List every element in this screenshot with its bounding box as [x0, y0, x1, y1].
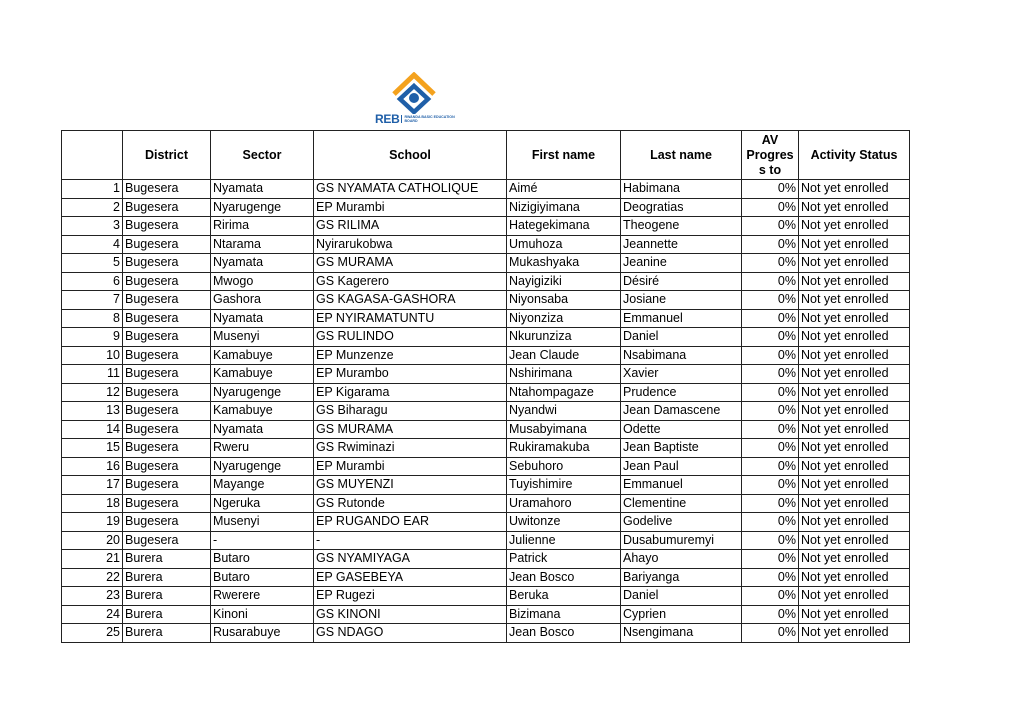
status-cell: Not yet enrolled	[799, 402, 910, 421]
table-row	[62, 291, 910, 310]
status-cell: Not yet enrolled	[799, 235, 910, 254]
status-cell: Not yet enrolled	[799, 568, 910, 587]
sector-cell: Musenyi	[211, 328, 314, 347]
progress-cell: 0%	[742, 494, 799, 513]
district-cell: Bugesera	[123, 494, 211, 513]
school-cell: GS Biharagu	[314, 402, 507, 421]
row-number: 20	[62, 531, 123, 550]
header-school: School	[314, 131, 507, 180]
status-cell: Not yet enrolled	[799, 328, 910, 347]
row-number: 22	[62, 568, 123, 587]
first-name-cell: Nkurunziza	[507, 328, 621, 347]
status-cell: Not yet enrolled	[799, 365, 910, 384]
school-cell: GS MUYENZI	[314, 476, 507, 495]
school-cell: EP RUGANDO EAR	[314, 513, 507, 532]
school-cell: GS RULINDO	[314, 328, 507, 347]
school-cell: EP GASEBEYA	[314, 568, 507, 587]
status-cell: Not yet enrolled	[799, 309, 910, 328]
first-name-cell: Jean Bosco	[507, 568, 621, 587]
school-cell: EP Rugezi	[314, 587, 507, 606]
school-cell: GS MURAMA	[314, 420, 507, 439]
sector-cell: Ngeruka	[211, 494, 314, 513]
district-cell: Burera	[123, 550, 211, 569]
sector-cell: Gashora	[211, 291, 314, 310]
school-cell: -	[314, 531, 507, 550]
district-cell: Bugesera	[123, 531, 211, 550]
district-cell: Bugesera	[123, 217, 211, 236]
row-number: 6	[62, 272, 123, 291]
district-cell: Bugesera	[123, 457, 211, 476]
row-number: 2	[62, 198, 123, 217]
row-number: 4	[62, 235, 123, 254]
first-name-cell: Jean Claude	[507, 346, 621, 365]
header-last-name: Last name	[621, 131, 742, 180]
status-cell: Not yet enrolled	[799, 180, 910, 199]
reb-emblem-icon	[388, 72, 440, 114]
header-district: District	[123, 131, 211, 180]
status-cell: Not yet enrolled	[799, 254, 910, 273]
district-cell: Bugesera	[123, 198, 211, 217]
table-row	[62, 550, 910, 569]
district-cell: Burera	[123, 605, 211, 624]
table-row	[62, 402, 910, 421]
district-cell: Burera	[123, 587, 211, 606]
school-cell: EP NYIRAMATUNTU	[314, 309, 507, 328]
table-row	[62, 531, 910, 550]
table-row	[62, 346, 910, 365]
last-name-cell: Nsengimana	[621, 624, 742, 643]
table-row	[62, 513, 910, 532]
sector-cell: Nyamata	[211, 309, 314, 328]
table-row	[62, 624, 910, 643]
school-cell: EP Murambi	[314, 457, 507, 476]
school-cell: GS MURAMA	[314, 254, 507, 273]
status-cell: Not yet enrolled	[799, 624, 910, 643]
first-name-cell: Tuyishimire	[507, 476, 621, 495]
table-row	[62, 272, 910, 291]
row-number: 9	[62, 328, 123, 347]
first-name-cell: Hategekimana	[507, 217, 621, 236]
status-cell: Not yet enrolled	[799, 198, 910, 217]
progress-cell: 0%	[742, 365, 799, 384]
sector-cell: Kinoni	[211, 605, 314, 624]
first-name-cell: Mukashyaka	[507, 254, 621, 273]
row-number: 23	[62, 587, 123, 606]
district-cell: Bugesera	[123, 328, 211, 347]
school-cell: GS NDAGO	[314, 624, 507, 643]
progress-cell: 0%	[742, 624, 799, 643]
table-row	[62, 439, 910, 458]
first-name-cell: Rukiramakuba	[507, 439, 621, 458]
row-number: 1	[62, 180, 123, 199]
status-cell: Not yet enrolled	[799, 457, 910, 476]
last-name-cell: Josiane	[621, 291, 742, 310]
school-cell: GS NYAMATA CATHOLIQUE	[314, 180, 507, 199]
progress-cell: 0%	[742, 568, 799, 587]
last-name-cell: Nsabimana	[621, 346, 742, 365]
progress-cell: 0%	[742, 587, 799, 606]
sector-cell: Rusarabuye	[211, 624, 314, 643]
district-cell: Bugesera	[123, 346, 211, 365]
progress-cell: 0%	[742, 420, 799, 439]
school-cell: GS NYAMIYAGA	[314, 550, 507, 569]
sector-cell: Butaro	[211, 550, 314, 569]
last-name-cell: Daniel	[621, 587, 742, 606]
sector-cell: Mwogo	[211, 272, 314, 291]
first-name-cell: Musabyimana	[507, 420, 621, 439]
table-row	[62, 254, 910, 273]
last-name-cell: Bariyanga	[621, 568, 742, 587]
school-cell: GS RILIMA	[314, 217, 507, 236]
table-row	[62, 309, 910, 328]
progress-cell: 0%	[742, 457, 799, 476]
header-index	[62, 131, 123, 180]
table-row	[62, 476, 910, 495]
sector-cell: Mayange	[211, 476, 314, 495]
row-number: 14	[62, 420, 123, 439]
status-cell: Not yet enrolled	[799, 605, 910, 624]
table-row	[62, 494, 910, 513]
sector-cell: Kamabuye	[211, 365, 314, 384]
last-name-cell: Désiré	[621, 272, 742, 291]
status-cell: Not yet enrolled	[799, 439, 910, 458]
header-row	[62, 131, 910, 180]
table-row	[62, 457, 910, 476]
last-name-cell: Theogene	[621, 217, 742, 236]
header-sector: Sector	[211, 131, 314, 180]
district-cell: Bugesera	[123, 254, 211, 273]
row-number: 8	[62, 309, 123, 328]
status-cell: Not yet enrolled	[799, 531, 910, 550]
school-cell: Nyirarukobwa	[314, 235, 507, 254]
last-name-cell: Xavier	[621, 365, 742, 384]
district-cell: Bugesera	[123, 513, 211, 532]
progress-cell: 0%	[742, 476, 799, 495]
first-name-cell: Uramahoro	[507, 494, 621, 513]
status-cell: Not yet enrolled	[799, 587, 910, 606]
school-cell: GS Kagerero	[314, 272, 507, 291]
row-number: 7	[62, 291, 123, 310]
progress-cell: 0%	[742, 291, 799, 310]
last-name-cell: Odette	[621, 420, 742, 439]
first-name-cell: Ntahompagaze	[507, 383, 621, 402]
district-cell: Bugesera	[123, 272, 211, 291]
enrollment-table	[61, 130, 910, 643]
sector-cell: Nyarugenge	[211, 383, 314, 402]
status-cell: Not yet enrolled	[799, 494, 910, 513]
district-cell: Bugesera	[123, 180, 211, 199]
row-number: 5	[62, 254, 123, 273]
school-cell: GS Rwiminazi	[314, 439, 507, 458]
sector-cell: -	[211, 531, 314, 550]
status-cell: Not yet enrolled	[799, 217, 910, 236]
row-number: 3	[62, 217, 123, 236]
last-name-cell: Jean Baptiste	[621, 439, 742, 458]
sector-cell: Kamabuye	[211, 402, 314, 421]
last-name-cell: Jean Paul	[621, 457, 742, 476]
first-name-cell: Nayigiziki	[507, 272, 621, 291]
first-name-cell: Bizimana	[507, 605, 621, 624]
table-row	[62, 383, 910, 402]
progress-cell: 0%	[742, 235, 799, 254]
progress-cell: 0%	[742, 309, 799, 328]
row-number: 21	[62, 550, 123, 569]
last-name-cell: Godelive	[621, 513, 742, 532]
last-name-cell: Clementine	[621, 494, 742, 513]
last-name-cell: Dusabumuremyi	[621, 531, 742, 550]
progress-cell: 0%	[742, 513, 799, 532]
status-cell: Not yet enrolled	[799, 346, 910, 365]
status-cell: Not yet enrolled	[799, 420, 910, 439]
last-name-cell: Prudence	[621, 383, 742, 402]
row-number: 19	[62, 513, 123, 532]
status-cell: Not yet enrolled	[799, 550, 910, 569]
progress-cell: 0%	[742, 402, 799, 421]
last-name-cell: Emmanuel	[621, 309, 742, 328]
sector-cell: Musenyi	[211, 513, 314, 532]
sector-cell: Kamabuye	[211, 346, 314, 365]
district-cell: Bugesera	[123, 309, 211, 328]
district-cell: Burera	[123, 624, 211, 643]
sector-cell: Rweru	[211, 439, 314, 458]
progress-cell: 0%	[742, 550, 799, 569]
table-row	[62, 568, 910, 587]
district-cell: Bugesera	[123, 476, 211, 495]
district-cell: Bugesera	[123, 291, 211, 310]
row-number: 13	[62, 402, 123, 421]
sector-cell: Nyarugenge	[211, 457, 314, 476]
progress-cell: 0%	[742, 531, 799, 550]
district-cell: Bugesera	[123, 439, 211, 458]
last-name-cell: Jeanine	[621, 254, 742, 273]
reb-logo	[372, 72, 456, 128]
table-row	[62, 235, 910, 254]
table-row	[62, 365, 910, 384]
progress-cell: 0%	[742, 254, 799, 273]
header-first-name: First name	[507, 131, 621, 180]
row-number: 10	[62, 346, 123, 365]
row-number: 17	[62, 476, 123, 495]
logo-wordmark	[375, 113, 456, 125]
sector-cell: Ntarama	[211, 235, 314, 254]
last-name-cell: Jean Damascene	[621, 402, 742, 421]
last-name-cell: Daniel	[621, 328, 742, 347]
school-cell: EP Kigarama	[314, 383, 507, 402]
first-name-cell: Nyandwi	[507, 402, 621, 421]
sector-cell: Nyarugenge	[211, 198, 314, 217]
status-cell: Not yet enrolled	[799, 383, 910, 402]
first-name-cell: Uwitonze	[507, 513, 621, 532]
first-name-cell: Julienne	[507, 531, 621, 550]
district-cell: Bugesera	[123, 235, 211, 254]
sector-cell: Nyamata	[211, 180, 314, 199]
sector-cell: Rwerere	[211, 587, 314, 606]
table-row	[62, 180, 910, 199]
first-name-cell: Aimé	[507, 180, 621, 199]
table-row	[62, 198, 910, 217]
school-cell: EP Murambo	[314, 365, 507, 384]
district-cell: Bugesera	[123, 402, 211, 421]
table-row	[62, 217, 910, 236]
last-name-cell: Deogratias	[621, 198, 742, 217]
progress-cell: 0%	[742, 180, 799, 199]
sector-cell: Butaro	[211, 568, 314, 587]
district-cell: Burera	[123, 568, 211, 587]
progress-cell: 0%	[742, 198, 799, 217]
progress-cell: 0%	[742, 439, 799, 458]
table-row	[62, 328, 910, 347]
school-cell: GS KAGASA-GASHORA	[314, 291, 507, 310]
district-cell: Bugesera	[123, 420, 211, 439]
district-cell: Bugesera	[123, 383, 211, 402]
row-number: 16	[62, 457, 123, 476]
sector-cell: Nyamata	[211, 420, 314, 439]
first-name-cell: Umuhoza	[507, 235, 621, 254]
status-cell: Not yet enrolled	[799, 513, 910, 532]
school-cell: GS Rutonde	[314, 494, 507, 513]
status-cell: Not yet enrolled	[799, 476, 910, 495]
status-cell: Not yet enrolled	[799, 291, 910, 310]
header-activity-status: Activity Status	[799, 131, 910, 180]
row-number: 25	[62, 624, 123, 643]
first-name-cell: Niyonsaba	[507, 291, 621, 310]
header-av-progress: AV Progres s to	[742, 131, 799, 180]
row-number: 12	[62, 383, 123, 402]
first-name-cell: Nizigiyimana	[507, 198, 621, 217]
progress-cell: 0%	[742, 272, 799, 291]
last-name-cell: Ahayo	[621, 550, 742, 569]
table-row	[62, 420, 910, 439]
table-row	[62, 605, 910, 624]
school-cell: EP Munzenze	[314, 346, 507, 365]
status-cell: Not yet enrolled	[799, 272, 910, 291]
table-row	[62, 587, 910, 606]
first-name-cell: Sebuhoro	[507, 457, 621, 476]
progress-cell: 0%	[742, 605, 799, 624]
district-cell: Bugesera	[123, 365, 211, 384]
last-name-cell: Cyprien	[621, 605, 742, 624]
row-number: 15	[62, 439, 123, 458]
progress-cell: 0%	[742, 346, 799, 365]
first-name-cell: Beruka	[507, 587, 621, 606]
row-number: 24	[62, 605, 123, 624]
first-name-cell: Nshirimana	[507, 365, 621, 384]
school-cell: EP Murambi	[314, 198, 507, 217]
logo-full-name: RWANDA BASIC EDUCATION BOARD	[401, 115, 456, 123]
last-name-cell: Habimana	[621, 180, 742, 199]
logo-abbreviation: REB	[375, 112, 400, 126]
first-name-cell: Niyonziza	[507, 309, 621, 328]
last-name-cell: Jeannette	[621, 235, 742, 254]
last-name-cell: Emmanuel	[621, 476, 742, 495]
progress-cell: 0%	[742, 217, 799, 236]
first-name-cell: Jean Bosco	[507, 624, 621, 643]
sector-cell: Ririma	[211, 217, 314, 236]
progress-cell: 0%	[742, 383, 799, 402]
progress-cell: 0%	[742, 328, 799, 347]
first-name-cell: Patrick	[507, 550, 621, 569]
row-number: 18	[62, 494, 123, 513]
sector-cell: Nyamata	[211, 254, 314, 273]
row-number: 11	[62, 365, 123, 384]
school-cell: GS KINONI	[314, 605, 507, 624]
